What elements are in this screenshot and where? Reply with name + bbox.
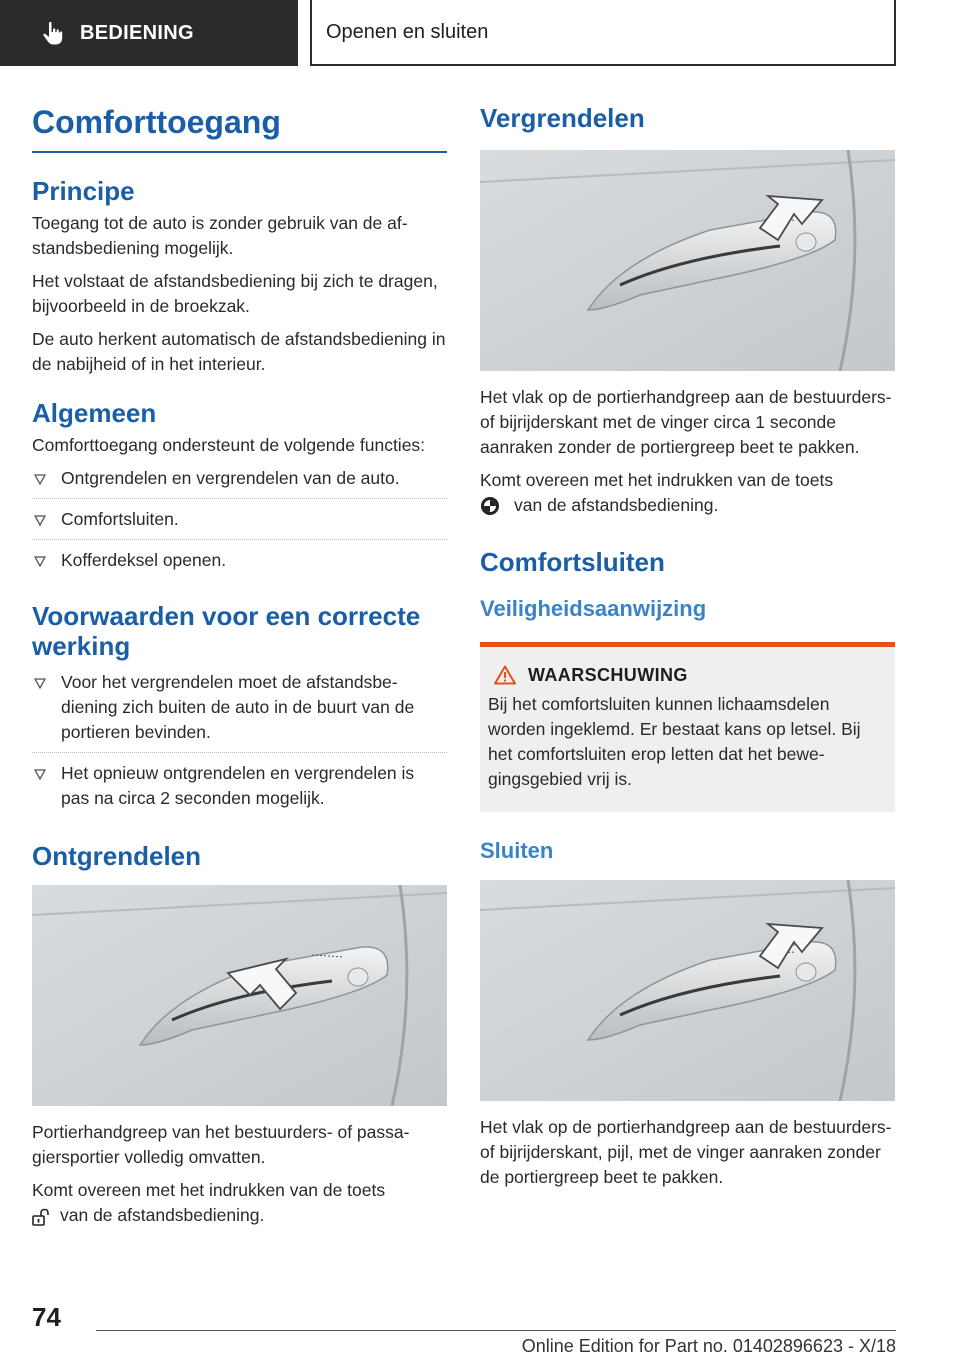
- warning-header: [488, 665, 887, 686]
- lock-heading: Vergrendelen: [480, 103, 645, 133]
- general-intro: Comforttoegang ondersteunt de volgende functies:: [32, 434, 426, 455]
- principle-text-2: Het volstaat de afstandsbediening bij zich te dragen, bijvoorbeeld in de broekzak.: [32, 270, 438, 316]
- list-item: Kofferdeksel openen.: [32, 548, 447, 580]
- door-handle-lock-image: [480, 150, 895, 371]
- unlock-heading: Ontgrendelen: [32, 840, 202, 871]
- conditions-list: [32, 670, 447, 818]
- warning-triangle-icon: [494, 665, 516, 685]
- triangle-bullet-icon: [34, 515, 46, 526]
- close-heading: Sluiten: [480, 837, 554, 863]
- list-item: Ontgrendelen en vergrendelen van de auto.: [32, 466, 447, 499]
- lock-text-2: Komt overeen met het indrukken van de toets van de afstandsbediening.: [480, 469, 834, 515]
- principle-text-1: Toegang tot de auto is zonder gebruik van de afstandsbediening mogelijk.: [32, 212, 408, 258]
- comfort-close-heading: Comfortsluiten: [480, 546, 665, 577]
- unlock-text-2: Komt overeen met het indrukken van de toets van de afstandsbediening.: [32, 1180, 386, 1226]
- list-item: Comfortsluiten.: [32, 507, 447, 540]
- conditions-heading: Voorwaarden voor een correcte werking: [32, 600, 421, 661]
- safety-heading: Veiligheidsaanwijzing: [480, 595, 707, 621]
- unlock-icon: [32, 1208, 52, 1226]
- chapter-title: Openen en sluiten: [326, 20, 489, 43]
- footer-divider: [96, 1330, 896, 1331]
- close-text: Het vlak op de portierhandgreep aan de bestuurders- of bijrijderskant, pijl, met de vinger aanraken zonder de portiergreep beet te pakken.: [480, 1116, 892, 1187]
- warning-text: Bij het comfortsluiten kunnen lichaamsdelen worden ingeklemd. Er bestaat kans op letsel. Bij het comfortsluiten erop letten dat het bewegingsgebied vrij is.: [488, 693, 861, 789]
- list-item: Voor het vergrendelen moet de afstandsbediening zich buiten de auto in de buurt van de portieren bevinden.: [32, 670, 447, 753]
- triangle-bullet-icon: [34, 474, 46, 485]
- page-title: Comforttoegang: [32, 104, 447, 153]
- left-column: [32, 100, 447, 1228]
- triangle-bullet-icon: [34, 556, 46, 567]
- principle-heading: Principe: [32, 176, 135, 206]
- door-handle-unlock-image: [32, 885, 447, 1106]
- principle-text-3: De auto herkent automatisch de afstandsbediening in de nabijheid of in het interieur.: [32, 328, 446, 374]
- bmw-logo-icon: [480, 496, 500, 516]
- hand-pointer-icon: [40, 20, 66, 46]
- general-heading: Algemeen: [32, 397, 157, 428]
- right-column: [480, 100, 895, 1190]
- warning-box: [480, 642, 895, 812]
- unlock-text-1: Portierhandgreep van het bestuurders- of passagiersportier volledig omvatten.: [32, 1122, 410, 1168]
- list-item: Het opnieuw ontgrendelen en vergrendelen is pas na circa 2 seconden mogelijk.: [32, 761, 447, 818]
- triangle-bullet-icon: [34, 678, 46, 689]
- chapter-tab: [310, 0, 896, 66]
- lock-text-1: Het vlak op de portierhandgreep aan de bestuurders- of bijrijderskant met de vinger circa 1 seconde aanraken zonder de portiergreep beet te pakken.: [480, 386, 892, 457]
- door-handle-close-image: [480, 880, 895, 1101]
- functions-list: [32, 466, 447, 580]
- page-number: 74: [32, 1302, 61, 1332]
- section-title: BEDIENING: [80, 21, 194, 44]
- edition-note: Online Edition for Part no. 01402896623 - X/18: [521, 1336, 896, 1356]
- warning-label: WAARSCHUWING: [528, 664, 688, 685]
- triangle-bullet-icon: [34, 769, 46, 780]
- section-tab: [0, 0, 298, 66]
